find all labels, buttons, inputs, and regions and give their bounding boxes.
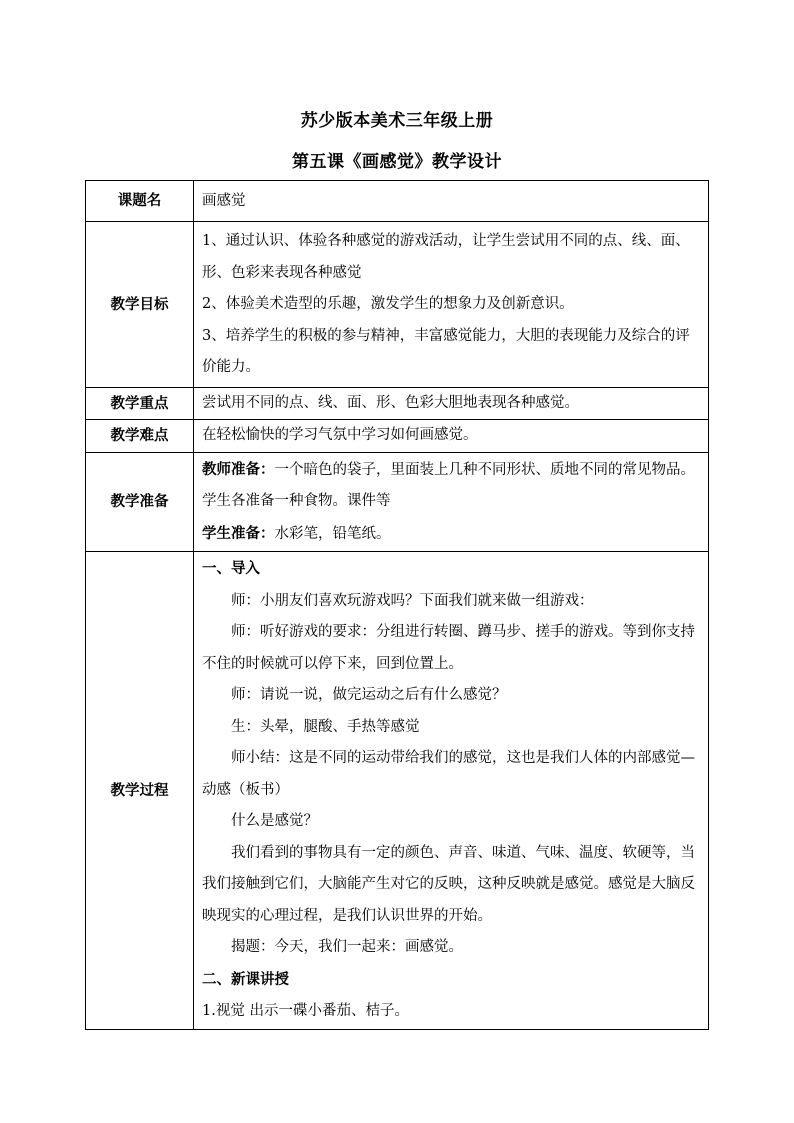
goal-item: 3、培养学生的积极的参与精神，丰富感觉能力，大胆的表现能力及综合的评价能力。 [202,327,690,375]
process-paragraph: 什么是感觉？ [231,813,318,829]
process-paragraph: 师：听好游戏的要求：分组进行转圈、蹲马步、搓手的游戏。等到你支持不住的时候就可以停下来，回到位置上。 [202,624,695,672]
process-paragraph: 师小结：这是不同的运动带给我们的感觉，这也是我们人体的内部感觉—动感（板书） [202,750,695,798]
process-last-line: 1.视觉 出示一碟小番茄、桔子。 [202,1003,409,1019]
goal-item: 1、通过认识、体验各种感觉的游戏活动，让学生尝试用不同的点、线、面、形、色彩来表现各种感觉 [202,233,690,281]
lesson-title: 第五课《画感觉》教学设计 [292,152,502,172]
teacher-prep-text: 一个暗色的袋子，里面装上几种不同形状、质地不同的常见物品。学生各准备一种食物。课件等 [202,461,695,509]
prep-cell [194,452,709,552]
goals-label: 教学目标 [86,222,194,388]
student-prep-text: 水彩笔，铅笔纸。 [274,525,391,542]
section-heading: 二、新课讲授 [202,970,289,988]
topic-value: 画感觉 [194,181,709,222]
process-paragraph: 我们看到的事物具有一定的颜色、声音、味道、气味、温度、软硬等，当我们接触到它们，大脑能产生对它的反映，这种反映就是感觉。感觉是大脑反映现实的心理过程，是我们认识世界的开始。 [202,844,695,924]
student-prep [202,518,702,551]
focus-label: 教学重点 [86,387,194,420]
row-prep [86,452,709,552]
document-title: 苏少版本美术三年级上册 [300,111,494,131]
process-cell [194,552,709,1030]
process-label: 教学过程 [86,552,194,1030]
teacher-prep-label: 教师准备： [202,460,275,478]
row-difficulty [86,420,709,453]
process-paragraph: 师：请说一说，做完运动之后有什么感觉？ [231,687,507,703]
student-prep-label: 学生准备： [202,524,275,542]
goal-item: 2、体验美术造型的乐趣，激发学生的想象力及创新意识。 [202,296,574,312]
focus-value: 尝试用不同的点、线、面、形、色彩大胆地表现各种感觉。 [194,387,709,420]
row-process [86,552,709,1030]
goals-cell [194,222,709,388]
teacher-prep [202,454,702,518]
section-heading: 一、导入 [202,560,260,577]
prep-label: 教学准备 [86,452,194,552]
process-paragraph: 师：小朋友们喜欢玩游戏吗？下面我们就来做一组游戏： [231,592,594,609]
difficulty-value: 在轻松愉快的学习气氛中学习如何画感觉。 [194,420,709,453]
process-paragraph: 揭题：今天，我们一起来：画感觉。 [231,939,463,955]
row-focus [86,387,709,420]
lesson-plan-table [85,180,709,1030]
topic-label: 课题名 [86,181,194,222]
difficulty-label: 教学难点 [86,420,194,453]
row-topic [86,181,709,222]
row-goals [86,222,709,388]
process-paragraph: 生：头晕，腿酸、手热等感觉 [231,718,420,735]
